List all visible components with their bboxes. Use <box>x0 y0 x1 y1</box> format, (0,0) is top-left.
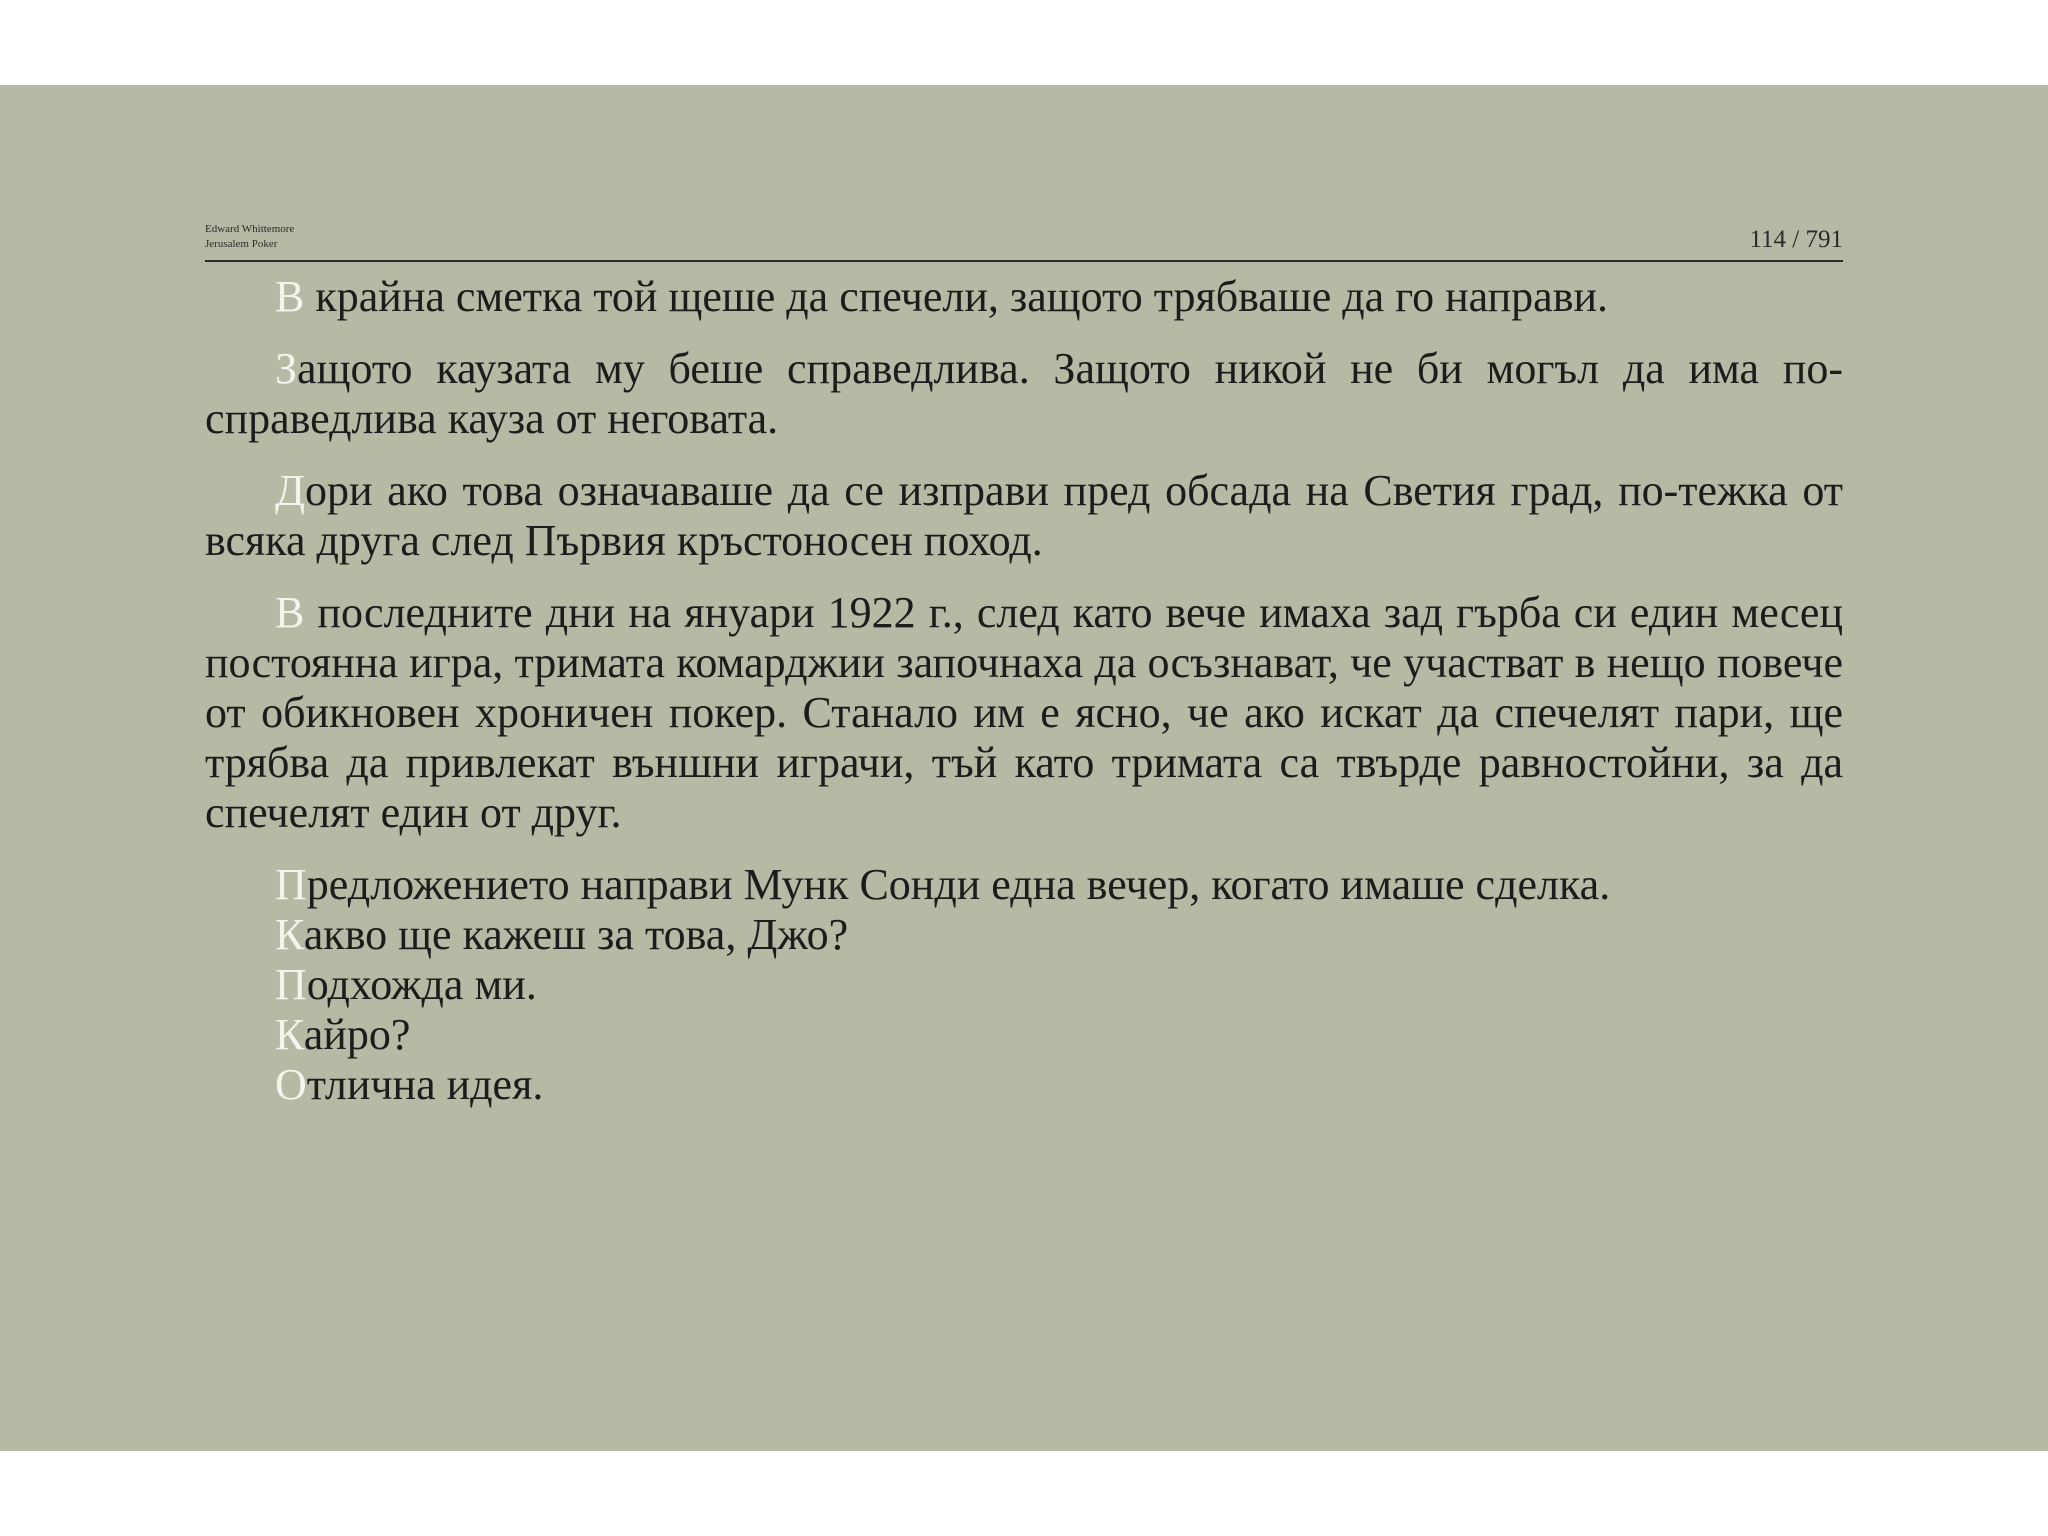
dialogue-text: тлична идея. <box>306 1060 544 1109</box>
dialogue-text: акво ще кажеш за това, Джо? <box>303 910 849 959</box>
paragraph-text: крайна сметка той щеше да спечели, защото трябваше да го направи. <box>304 272 1609 321</box>
author-name: Edward Whittemore <box>205 223 295 235</box>
paragraph <box>205 272 1843 322</box>
paragraph-text: редложението направи Мунк Сонди една вечер, когато имаше сделка. <box>306 860 1611 909</box>
drop-initial: В <box>275 272 305 321</box>
drop-initial: К <box>275 910 304 959</box>
dialogue-line <box>205 910 1843 960</box>
paragraph-text: ори ако това означаваше да се изправи пред обсада на Светия град, по-тежка от всяка друга след Първия кръстоносен поход. <box>205 466 1843 565</box>
running-header <box>205 220 1843 262</box>
drop-initial: О <box>275 1060 307 1109</box>
drop-initial: В <box>275 588 305 637</box>
drop-initial: П <box>275 960 307 1009</box>
dialogue-line <box>205 1010 1843 1060</box>
dialogue-text: одхожда ми. <box>306 960 537 1009</box>
drop-initial: З <box>275 344 298 393</box>
paragraph-text: последните дни на януари 1922 г., след като вече имаха зад гърба си един месец постоянна игра, тримата комарджии започнаха да осъзнават, че участват в нещо повече от обикновен хроничен покер. Станало им е ясно, че ако искат да спечелят пари, ще трябва да привлекат външни играчи, тъй като тримата са твърде равностойни, за да спечелят един от друг. <box>205 588 1843 837</box>
paragraph <box>205 860 1843 910</box>
drop-initial: К <box>275 1010 304 1059</box>
paragraph <box>205 588 1843 838</box>
paragraph <box>205 344 1843 444</box>
drop-initial: Д <box>275 466 306 515</box>
paragraph-text: ащото каузата му беше справедлива. Защото никой не би могъл да има по-справедлива кауза от неговата. <box>205 344 1843 443</box>
dialogue-text: айро? <box>303 1010 411 1059</box>
book-text <box>205 272 1843 1110</box>
dialogue-line <box>205 1060 1843 1110</box>
book-title: Jerusalem Poker <box>205 238 278 250</box>
paragraph <box>205 466 1843 566</box>
page-indicator: 114 / 791 <box>1749 226 1843 253</box>
drop-initial: П <box>275 860 307 909</box>
header-meta <box>205 222 294 252</box>
dialogue-line <box>205 960 1843 1010</box>
